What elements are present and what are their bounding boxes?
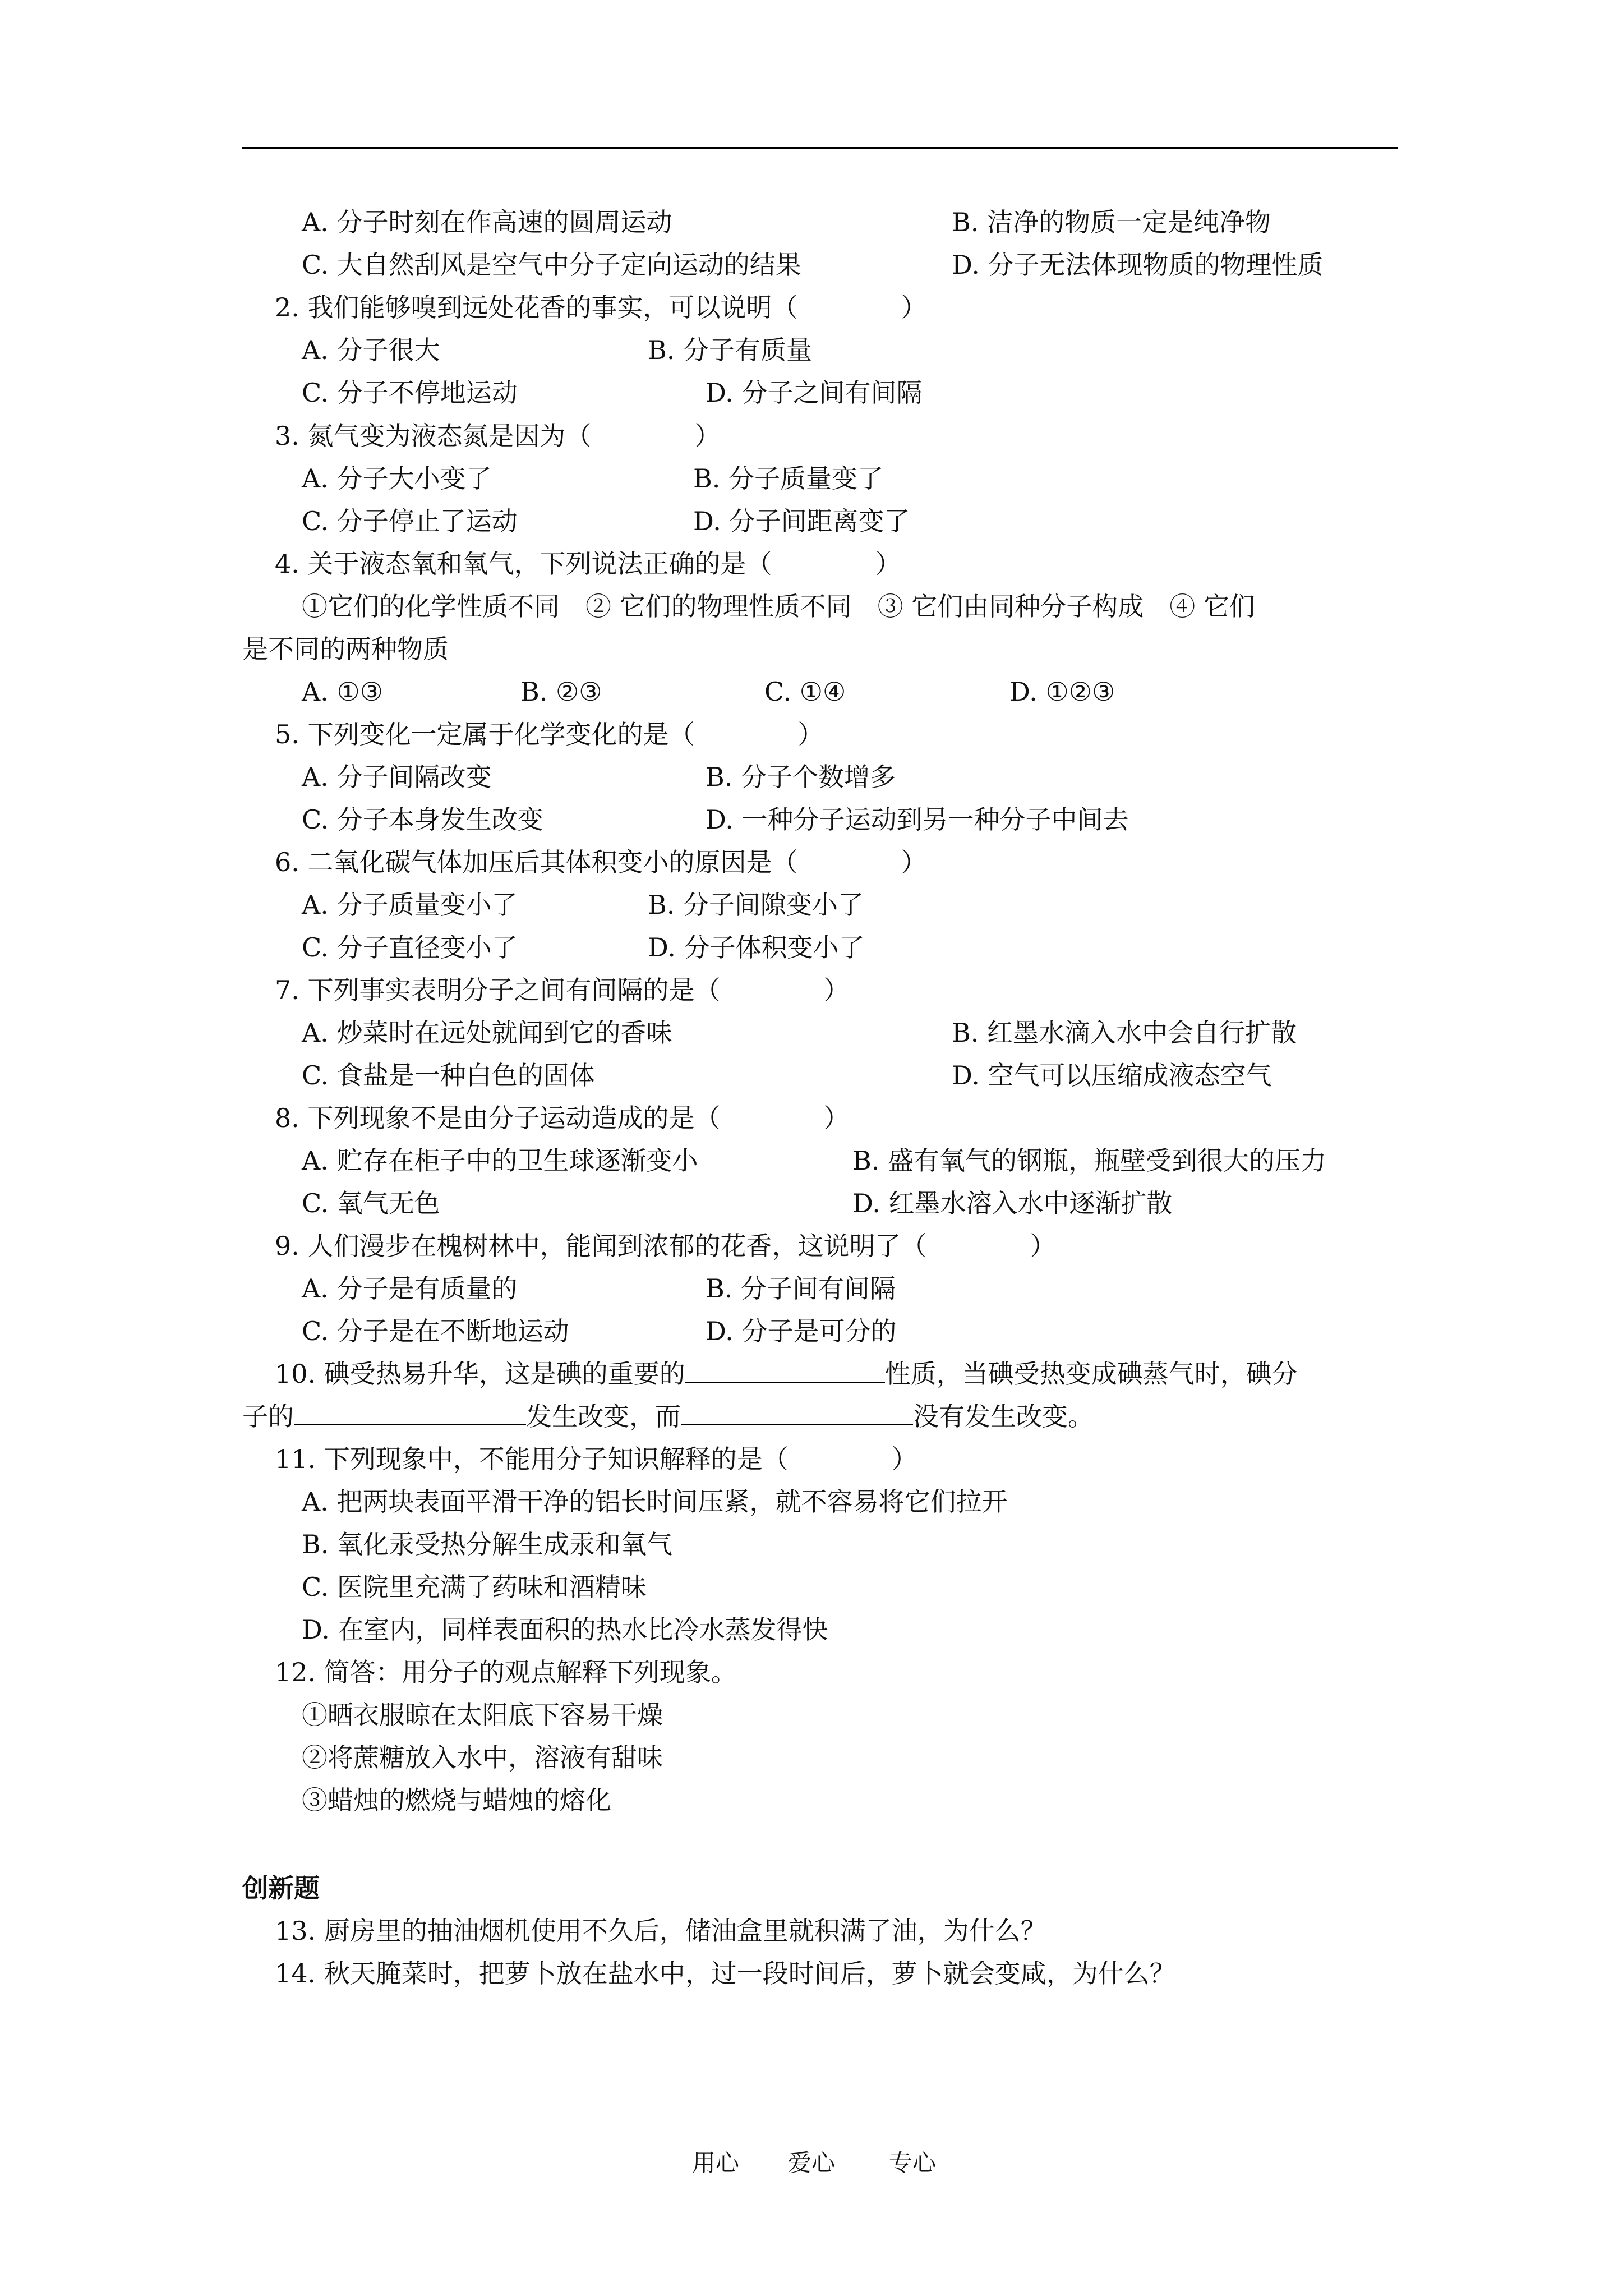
q6-option-d: D. 分子体积变小了	[648, 932, 865, 963]
q8-stem: 8. 下列现象不是由分子运动造成的是（ ）	[275, 1103, 850, 1133]
q3-option-d: D. 分子间距离变了	[693, 506, 910, 536]
q10-text-4: 发生改变，而	[526, 1401, 681, 1432]
q10-text-5: 没有发生改变。	[913, 1401, 1094, 1432]
q13-text: 13. 厨房里的抽油烟机使用不久后，储油盒里就积满了油，为什么？	[275, 1916, 1046, 1946]
q9-option-b: B. 分子间有间隔	[706, 1273, 896, 1304]
q12-item-2: ②将蔗糖放入水中，溶液有甜味	[302, 1742, 663, 1773]
q10-text-2: 性质，当碘受热变成碘蒸气时，碘分	[884, 1359, 1298, 1389]
q10-line-2	[242, 1400, 1094, 1433]
q5-option-b: B. 分子个数增多	[706, 762, 896, 792]
q1-option-b: B. 洁净的物质一定是纯净物	[952, 207, 1271, 237]
q12-item-1: ①晒衣服晾在太阳底下容易干燥	[302, 1700, 663, 1730]
q8-option-b: B. 盛有氧气的钢瓶，瓶壁受到很大的压力	[852, 1145, 1327, 1176]
footer-word-3: 专心	[889, 2149, 937, 2177]
q9-option-c: C. 分子是在不断地运动	[302, 1316, 569, 1346]
footer-word-1: 用心	[692, 2149, 740, 2177]
q11-stem: 11. 下列现象中，不能用分子知识解释的是（ ）	[275, 1444, 917, 1474]
q11-option-a: A. 把两块表面平滑干净的铝长时间压紧，就不容易将它们拉开	[302, 1487, 1008, 1517]
q12-stem: 12. 简答：用分子的观点解释下列现象。	[275, 1657, 737, 1687]
q7-option-d: D. 空气可以压缩成液态空气	[952, 1060, 1272, 1091]
q10-text-1: 10. 碘受热易升华，这是碘的重要的	[275, 1359, 685, 1389]
q4-option-b: B. ②③	[520, 677, 602, 707]
q4-option-c: C. ①④	[764, 677, 846, 707]
q5-option-c: C. 分子本身发生改变	[302, 804, 543, 835]
q2-option-a: A. 分子很大	[302, 335, 440, 365]
q10-blank-1[interactable]	[685, 1357, 885, 1383]
footer-word-2: 爱心	[788, 2149, 836, 2177]
q10-line-1	[275, 1357, 1298, 1391]
q4-option-d: D. ①②③	[1009, 677, 1115, 707]
q7-option-b: B. 红墨水滴入水中会自行扩散	[952, 1018, 1297, 1048]
q2-option-c: C. 分子不停地运动	[302, 378, 518, 408]
q11-option-b: B. 氧化汞受热分解生成汞和氧气	[302, 1529, 673, 1559]
q5-stem: 5. 下列变化一定属于化学变化的是（ ）	[275, 719, 824, 749]
q7-stem: 7. 下列事实表明分子之间有间隔的是（ ）	[275, 975, 850, 1005]
q9-option-a: A. 分子是有质量的	[302, 1273, 518, 1304]
q9-stem: 9. 人们漫步在槐树林中，能闻到浓郁的花香，这说明了（ ）	[275, 1231, 1056, 1261]
header-rule	[242, 147, 1398, 149]
q6-option-a: A. 分子质量变小了	[302, 890, 518, 920]
q3-option-a: A. 分子大小变了	[302, 463, 492, 494]
q14-text: 14. 秋天腌菜时，把萝卜放在盐水中，过一段时间后，萝卜就会变咸，为什么？	[275, 1958, 1175, 1989]
q8-option-c: C. 氧气无色	[302, 1188, 440, 1218]
q4-option-a: A. ①③	[302, 677, 383, 707]
q1-option-d: D. 分子无法体现物质的物理性质	[952, 250, 1324, 280]
q10-blank-3[interactable]	[681, 1400, 913, 1425]
q2-stem: 2. 我们能够嗅到远处花香的事实，可以说明（ ）	[275, 292, 927, 323]
q8-option-a: A. 贮存在柜子中的卫生球逐渐变小	[302, 1145, 698, 1176]
q12-item-3: ③蜡烛的燃烧与蜡烛的熔化	[302, 1785, 611, 1815]
q4-statements: ①它们的化学性质不同 ② 它们的物理性质不同 ③ 它们由同种分子构成 ④ 它们	[302, 591, 1255, 622]
q3-stem: 3. 氮气变为液态氮是因为（ ）	[275, 421, 721, 451]
q5-option-a: A. 分子间隔改变	[302, 762, 492, 792]
q6-option-c: C. 分子直径变小了	[302, 932, 518, 963]
q4-statements-continued: 是不同的两种物质	[242, 634, 449, 664]
q3-option-b: B. 分子质量变了	[693, 463, 884, 494]
q1-option-c: C. 大自然刮风是空气中分子定向运动的结果	[302, 250, 801, 280]
q11-option-d: D. 在室内，同样表面积的热水比冷水蒸发得快	[302, 1614, 828, 1645]
q3-option-c: C. 分子停止了运动	[302, 506, 518, 536]
q6-option-b: B. 分子间隙变小了	[648, 890, 864, 920]
q1-option-a: A. 分子时刻在作高速的圆周运动	[302, 207, 672, 237]
q2-option-d: D. 分子之间有间隔	[706, 378, 923, 408]
q10-text-3: 子的	[242, 1401, 294, 1432]
q8-option-d: D. 红墨水溶入水中逐渐扩散	[852, 1188, 1173, 1218]
q9-option-d: D. 分子是可分的	[706, 1316, 897, 1346]
q11-option-c: C. 医院里充满了药味和酒精味	[302, 1572, 647, 1602]
q7-option-c: C. 食盐是一种白色的固体	[302, 1060, 595, 1091]
section-title: 创新题	[242, 1873, 320, 1903]
q4-stem: 4. 关于液态氧和氧气，下列说法正确的是（ ）	[275, 549, 901, 579]
q2-option-b: B. 分子有质量	[648, 335, 813, 365]
q10-blank-2[interactable]	[294, 1400, 526, 1425]
q7-option-a: A. 炒菜时在远处就闻到它的香味	[302, 1018, 672, 1048]
q6-stem: 6. 二氧化碳气体加压后其体积变小的原因是（ ）	[275, 847, 927, 877]
q5-option-d: D. 一种分子运动到另一种分子中间去	[706, 804, 1129, 835]
